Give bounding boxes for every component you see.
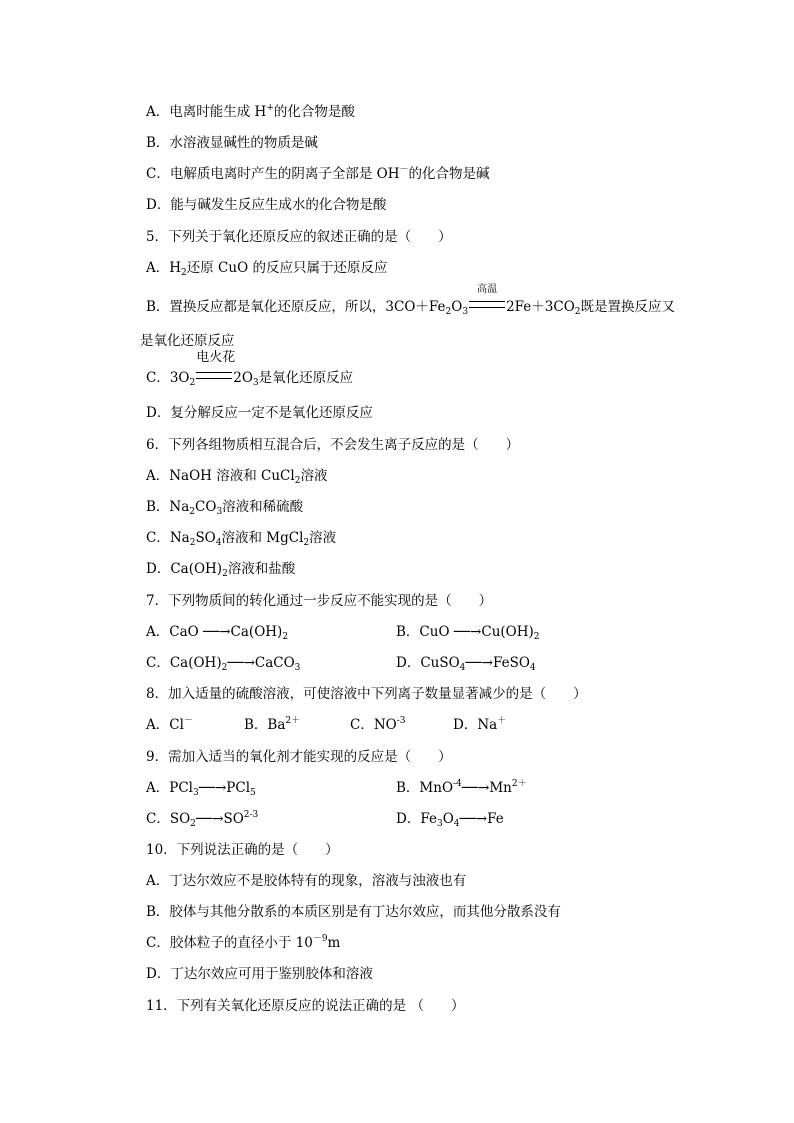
q8-option-a: A．Cl－ [146,716,193,733]
q6-option-a: A．NaOH 溶液和 CuCl$_2$溶液 [146,468,328,486]
q3-option-a: A．电离时能生成 H+的化合物是酸 [146,103,355,120]
q10-stem: 10．下列说法正确的是（ ） [146,842,339,858]
q7-option-b: B．CuO $──\to Cu(OH)_2$ [396,624,540,642]
q5-option-a: A．$H_2$还原 CuO 的反应只属于还原反应 [146,260,388,278]
q5-stem: 5．下列关于氧化还原反应的叙述正确的是（ ） [146,229,452,245]
q3-option-b: B．水溶液显碱性的物质是碱 [146,135,318,151]
q7-stem: 7．下列物质间的转化通过一步反应不能实现的是（ ） [146,593,493,609]
q6-option-d: D．$Ca(OH)_2$溶液和盐酸 [146,561,296,579]
reaction-condition-high-temp: 高温 [469,297,505,317]
equals-bar [469,301,505,308]
reaction-condition-spark: 电火花 [196,368,232,388]
q10-option-d: D．丁达尔效应可用于鉴别胶体和溶液 [146,966,373,982]
q5-option-d: D．复分解反应一定不是氧化还原反应 [146,405,373,421]
q9-option-c: C．$SO_2──\to SO^{2-3}$ [146,810,259,829]
q11-stem: 11．下列有关氧化还原反应的说法正确的是 （ ） [146,998,465,1014]
q8-option-c: C．$NO^{-3}$ [350,716,406,733]
q6-stem: 6．下列各组物质相互混合后，不会发生离子反应的是（ ） [146,437,520,453]
q7-option-d: D．CuSO$_4$──→FeSO$_4$ [396,655,536,673]
q8-stem: 8．加入适量的硫酸溶液，可使溶液中下列离子数量显著减少的是（ ） [146,686,587,702]
q3-option-d: D．能与碱发生反应生成水的化合物是酸 [146,197,387,213]
q9-option-a: A．PCl$_3$──→PCl$_5$ [146,780,256,798]
q7-option-a: A．CaO $──\to Ca(OH)_2$ [146,624,289,642]
q7-option-c: C．$Ca(OH)_2──\to CaCO_3$ [146,655,301,673]
q10-option-b: B．胶体与其他分散系的本质区别是有丁达尔效应，而其他分散系没有 [146,904,561,920]
q5-option-c: C．$3O_2$ 电火花 $2O_3$是氧化还原反应 [146,350,354,388]
q10-option-a: A．丁达尔效应不是胶体特有的现象，溶液与浊液也有 [146,873,467,889]
q10-option-c: C．胶体粒子的直径小于 $10^{-9}m$ [146,934,341,951]
q5-option-b-continued: 是氧化还原反应 [140,333,235,349]
q8-option-b: B．$Ba^{2+}$ [244,716,301,733]
equals-bar [196,372,232,379]
q3-option-c: C．电解质电离时产生的阴离子全部是 OH－的化合物是碱 [146,165,490,182]
q9-stem: 9．需加入适当的氧化剂才能实现的反应是（ ） [146,749,452,765]
q9-option-b: B．$MnO^{-4}──\to Mn^{2+}$ [396,779,527,796]
q6-option-c: C．$Na_2SO_4$溶液和 MgCl$_2$溶液 [146,530,337,548]
q8-option-d: D．Na＋ [453,716,507,733]
q6-option-b: B．$Na_2CO_3$溶液和稀硫酸 [146,499,304,517]
q5-option-b: B．置换反应都是氧化还原反应，所以，$3CO+Fe_2O_3$ 高温 $2Fe+3CO_2$既是置换反应又 [146,284,676,317]
q9-option-d: D．$Fe_3O_4──\to Fe$ [396,811,504,829]
